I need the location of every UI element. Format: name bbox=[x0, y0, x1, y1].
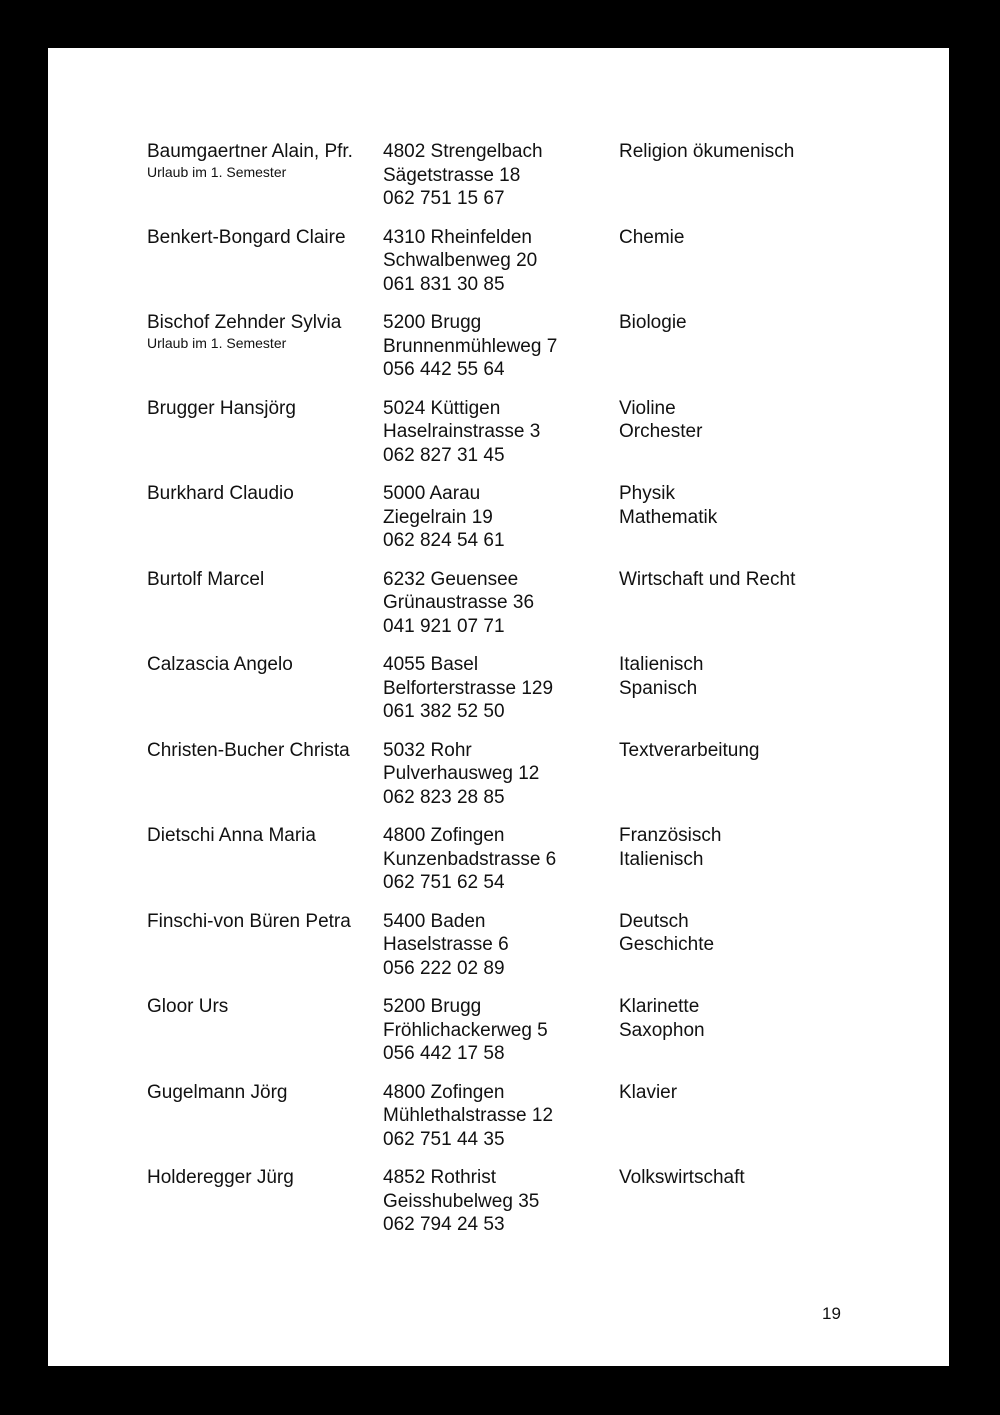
directory-entry bbox=[147, 739, 847, 825]
entry-name-column bbox=[147, 482, 379, 506]
phone-number: 062 824 54 61 bbox=[383, 530, 505, 551]
entry-name-column bbox=[147, 140, 379, 180]
teacher-name: Bischof Zehnder Sylvia bbox=[147, 312, 342, 333]
directory-entry bbox=[147, 140, 847, 226]
street-address: Brunnenmühleweg 7 bbox=[383, 335, 558, 357]
street-address: Geisshubelweg 35 bbox=[383, 1190, 540, 1212]
subject: Textverarbeitung bbox=[619, 739, 760, 761]
postal-city: 5024 Küttigen bbox=[383, 397, 501, 419]
directory-entry bbox=[147, 653, 847, 739]
street-address: Fröhlichackerweg 5 bbox=[383, 1019, 548, 1041]
postal-city: 5032 Rohr bbox=[383, 739, 472, 761]
document-page bbox=[48, 48, 949, 1366]
teacher-name: Baumgaertner Alain, Pfr. bbox=[147, 141, 353, 162]
phone-number: 062 827 31 45 bbox=[383, 444, 505, 466]
entry-name-column bbox=[147, 995, 379, 1019]
subject: Spanisch bbox=[619, 677, 698, 699]
directory-entry bbox=[147, 824, 847, 910]
entry-name-column bbox=[147, 226, 379, 250]
subject: Chemie bbox=[619, 226, 685, 248]
subject: Italienisch bbox=[619, 848, 704, 870]
entry-address-column bbox=[383, 140, 615, 211]
subject: Saxophon bbox=[619, 1019, 705, 1041]
entry-subjects-column bbox=[619, 824, 859, 871]
entry-subjects-column bbox=[619, 1081, 859, 1105]
entry-name-column bbox=[147, 1166, 379, 1190]
entry-address-column bbox=[383, 397, 615, 468]
postal-city: 4800 Zofingen bbox=[383, 1081, 505, 1103]
street-address: Haselrainstrasse 3 bbox=[383, 421, 541, 442]
entry-subjects-column bbox=[619, 739, 859, 763]
subject: Violine bbox=[619, 397, 676, 419]
phone-number: 056 442 17 58 bbox=[383, 1043, 505, 1064]
subject: Physik bbox=[619, 483, 675, 504]
entry-address-column bbox=[383, 910, 615, 981]
teacher-name: Benkert-Bongard Claire bbox=[147, 226, 346, 248]
entry-name-column bbox=[147, 397, 379, 421]
street-address: Ziegelrain 19 bbox=[383, 506, 493, 528]
entry-name-column bbox=[147, 311, 379, 351]
teacher-name: Christen-Bucher Christa bbox=[147, 739, 350, 761]
phone-number: 062 823 28 85 bbox=[383, 786, 505, 808]
entry-subjects-column bbox=[619, 397, 859, 444]
entry-address-column bbox=[383, 482, 615, 553]
street-address: Sägetstrasse 18 bbox=[383, 164, 521, 186]
street-address: Belforterstrasse 129 bbox=[383, 677, 554, 699]
entry-address-column bbox=[383, 1081, 615, 1152]
directory-entry bbox=[147, 482, 847, 568]
teacher-name: Holderegger Jürg bbox=[147, 1167, 294, 1188]
street-address: Grünaustrasse 36 bbox=[383, 592, 535, 613]
phone-number: 061 382 52 50 bbox=[383, 701, 505, 722]
subject: Geschichte bbox=[619, 934, 715, 955]
phone-number: 062 751 15 67 bbox=[383, 188, 505, 209]
directory-entry bbox=[147, 1081, 847, 1167]
postal-city: 6232 Geuensee bbox=[383, 568, 519, 590]
subject: Orchester bbox=[619, 421, 703, 442]
postal-city: 5200 Brugg bbox=[383, 996, 482, 1017]
subject: Französisch bbox=[619, 825, 722, 846]
subject: Klarinette bbox=[619, 996, 700, 1017]
leave-note: Urlaub im 1. Semester bbox=[147, 334, 287, 351]
phone-number: 062 794 24 53 bbox=[383, 1214, 505, 1235]
teacher-name: Finschi-von Büren Petra bbox=[147, 910, 351, 932]
postal-city: 4055 Basel bbox=[383, 654, 479, 675]
directory-entry bbox=[147, 910, 847, 996]
street-address: Schwalbenweg 20 bbox=[383, 250, 538, 271]
directory-entry bbox=[147, 226, 847, 312]
teacher-directory bbox=[147, 140, 847, 1252]
teacher-name: Gugelmann Jörg bbox=[147, 1081, 288, 1103]
postal-city: 5200 Brugg bbox=[383, 312, 482, 333]
entry-name-column bbox=[147, 910, 379, 934]
entry-name-column bbox=[147, 653, 379, 677]
teacher-name: Burtolf Marcel bbox=[147, 568, 265, 590]
directory-entry bbox=[147, 568, 847, 654]
street-address: Haselstrasse 6 bbox=[383, 934, 509, 955]
postal-city: 4800 Zofingen bbox=[383, 825, 505, 846]
entry-address-column bbox=[383, 653, 615, 724]
entry-subjects-column bbox=[619, 1166, 859, 1190]
subject: Deutsch bbox=[619, 910, 689, 932]
entry-subjects-column bbox=[619, 910, 859, 957]
page-number: 19 bbox=[822, 1304, 841, 1323]
postal-city: 4852 Rothrist bbox=[383, 1167, 497, 1188]
postal-city: 4802 Strengelbach bbox=[383, 141, 543, 162]
street-address: Pulverhausweg 12 bbox=[383, 763, 540, 784]
teacher-name: Calzascia Angelo bbox=[147, 654, 293, 675]
phone-number: 062 751 62 54 bbox=[383, 872, 505, 893]
phone-number: 041 921 07 71 bbox=[383, 615, 505, 637]
subject: Klavier bbox=[619, 1081, 678, 1103]
phone-number: 056 222 02 89 bbox=[383, 957, 505, 979]
leave-note: Urlaub im 1. Semester bbox=[147, 163, 287, 180]
entry-address-column bbox=[383, 824, 615, 895]
directory-entry bbox=[147, 311, 847, 397]
phone-number: 061 831 30 85 bbox=[383, 273, 505, 295]
entry-address-column bbox=[383, 995, 615, 1066]
entry-subjects-column bbox=[619, 482, 859, 529]
entry-subjects-column bbox=[619, 226, 859, 250]
subject: Volkswirtschaft bbox=[619, 1167, 745, 1188]
entry-subjects-column bbox=[619, 311, 859, 335]
directory-entry bbox=[147, 995, 847, 1081]
subject: Mathematik bbox=[619, 506, 718, 528]
entry-subjects-column bbox=[619, 568, 859, 592]
directory-entry bbox=[147, 397, 847, 483]
entry-address-column bbox=[383, 739, 615, 810]
entry-subjects-column bbox=[619, 140, 859, 164]
teacher-name: Dietschi Anna Maria bbox=[147, 825, 316, 846]
entry-subjects-column bbox=[619, 653, 859, 700]
postal-city: 4310 Rheinfelden bbox=[383, 226, 532, 248]
teacher-name: Gloor Urs bbox=[147, 996, 229, 1017]
phone-number: 062 751 44 35 bbox=[383, 1128, 505, 1150]
entry-name-column bbox=[147, 568, 379, 592]
entry-address-column bbox=[383, 226, 615, 297]
phone-number: 056 442 55 64 bbox=[383, 359, 505, 380]
entry-subjects-column bbox=[619, 995, 859, 1042]
street-address: Kunzenbadstrasse 6 bbox=[383, 848, 557, 870]
subject: Biologie bbox=[619, 312, 687, 333]
teacher-name: Burkhard Claudio bbox=[147, 483, 294, 504]
subject: Religion ökumenisch bbox=[619, 141, 795, 162]
entry-name-column bbox=[147, 824, 379, 848]
directory-entry bbox=[147, 1166, 847, 1252]
teacher-name: Brugger Hansjörg bbox=[147, 397, 296, 419]
entry-address-column bbox=[383, 568, 615, 639]
entry-name-column bbox=[147, 739, 379, 763]
entry-address-column bbox=[383, 311, 615, 382]
postal-city: 5000 Aarau bbox=[383, 483, 481, 504]
subject: Wirtschaft und Recht bbox=[619, 568, 796, 590]
entry-name-column bbox=[147, 1081, 379, 1105]
entry-address-column bbox=[383, 1166, 615, 1237]
subject: Italienisch bbox=[619, 654, 704, 675]
postal-city: 5400 Baden bbox=[383, 910, 486, 932]
street-address: Mühlethalstrasse 12 bbox=[383, 1105, 554, 1126]
